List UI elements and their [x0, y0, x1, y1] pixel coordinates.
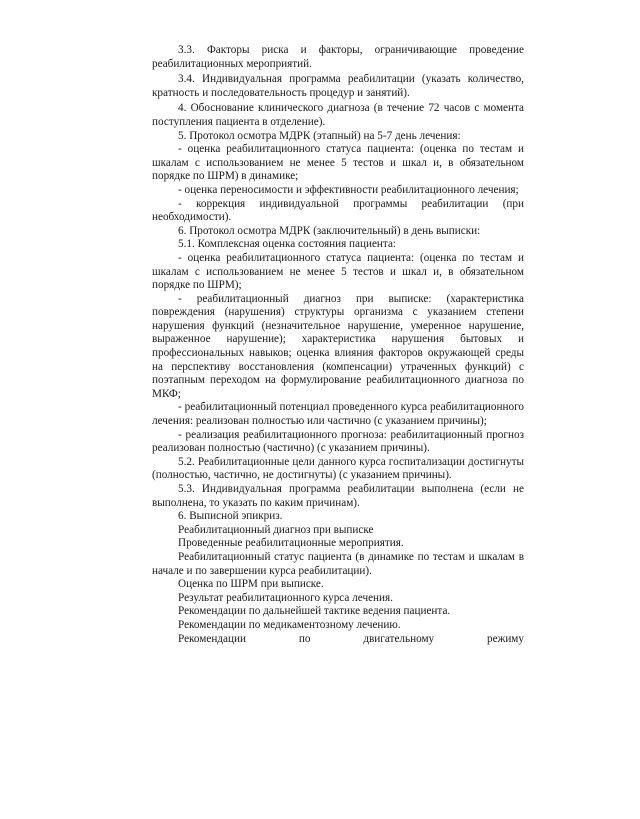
paragraph-5-1-item-1: - оценка реабилитационного статуса пациента: (оценка по тестам и шкалам с использованием не менее 5 тестов и шкал и, в обязательном порядке по ШРМ); — [152, 251, 524, 292]
motor-regime-word-2: по — [298, 632, 311, 645]
motor-regime-word-1: Рекомендации — [178, 632, 246, 645]
paragraph-6-epicrisis: 6. Выписной эпикриз. — [178, 510, 283, 523]
paragraph-5-1-item-3: - реабилитационный потенциал проведенного курса реабилитационного лечения: реализован полностью или частично (с указанием причины); — [152, 401, 524, 428]
paragraph-5-item-1: - оценка реабилитационного статуса пациента: (оценка по тестам и шкалам с использованием не менее 5 тестов и шкал и, в обязательном порядке по ШРМ) в динамике; — [152, 143, 524, 183]
paragraph-5-1-item-4: - реализация реабилитационного прогноза: реабилитационный прогноз реализован полностью (частично) (с указанием причины). — [152, 428, 524, 455]
document-body — [152, 44, 524, 646]
paragraph-5-item-3: - коррекция индивидуальной программы реабилитации (при необходимости). — [152, 197, 524, 224]
paragraph-5-item-2: - оценка переносимости и эффективности реабилитационного лечения; — [178, 183, 519, 196]
paragraph-4: 4. Обоснование клинического диагноза (в течение 72 часов с момента поступления пациента в отделение). — [152, 102, 524, 128]
paragraph-result: Результат реабилитационного курса лечения. — [178, 591, 393, 604]
paragraph-measures: Проведенные реабилитационные мероприятия. — [178, 537, 404, 550]
paragraph-5-3: 5.3. Индивидуальная программа реабилитации выполнена (если не выполнена, то указать по каким причинам). — [152, 483, 524, 509]
paragraph-motor-regime — [152, 633, 524, 647]
paragraph-6: 6. Протокол осмотра МДРК (заключительный) в день выписки: — [178, 224, 481, 237]
motor-regime-word-3: двигательному — [363, 632, 435, 645]
paragraph-5-2: 5.2. Реабилитационные цели данного курса госпитализации достигнуты (полностью, частично, не достигнуты) (с указанием причины). — [152, 455, 524, 482]
paragraph-status: Реабилитационный статус пациента (в динамике по тестам и шкалам в начале и по завершении курса реабилитации). — [152, 550, 524, 577]
paragraph-shrm: Оценка по ШРМ при выписке. — [178, 578, 324, 591]
paragraph-3-3: 3.3. Факторы риска и факторы, ограничивающие проведение реабилитационных мероприятий. — [152, 44, 524, 70]
paragraph-tactics: Рекомендации по дальнейшей тактике ведения пациента. — [178, 605, 451, 618]
motor-regime-word-4: режиму — [487, 632, 524, 645]
paragraph-5-1: 5.1. Комплексная оценка состояния пациента: — [178, 238, 397, 251]
paragraph-5: 5. Протокол осмотра МДРК (этапный) на 5-7 день лечения: — [178, 129, 461, 142]
paragraph-diagnosis: Реабилитационный диагноз при выписке — [178, 523, 374, 536]
paragraph-medication: Рекомендации по медикаментозному лечению. — [178, 618, 401, 631]
paragraph-3-4: 3.4. Индивидуальная программа реабилитации (указать количество, кратность и последовательность процедур и занятий). — [152, 73, 524, 99]
paragraph-5-1-item-2: - реабилитационный диагноз при выписке: (характеристика повреждения (нарушения) структуры организма с указанием степени нарушения функций (незначительное нарушение, умеренное нарушение, выраженное нарушение); характеристика нарушения бытовых и профессиональных навыков; оценка влияния факторов окружающей среды на перспективу восстановления (компенсации) утраченных функций) с поэтапным переходом на формулирование реабилитационного диагноза по МКФ; — [152, 292, 524, 400]
